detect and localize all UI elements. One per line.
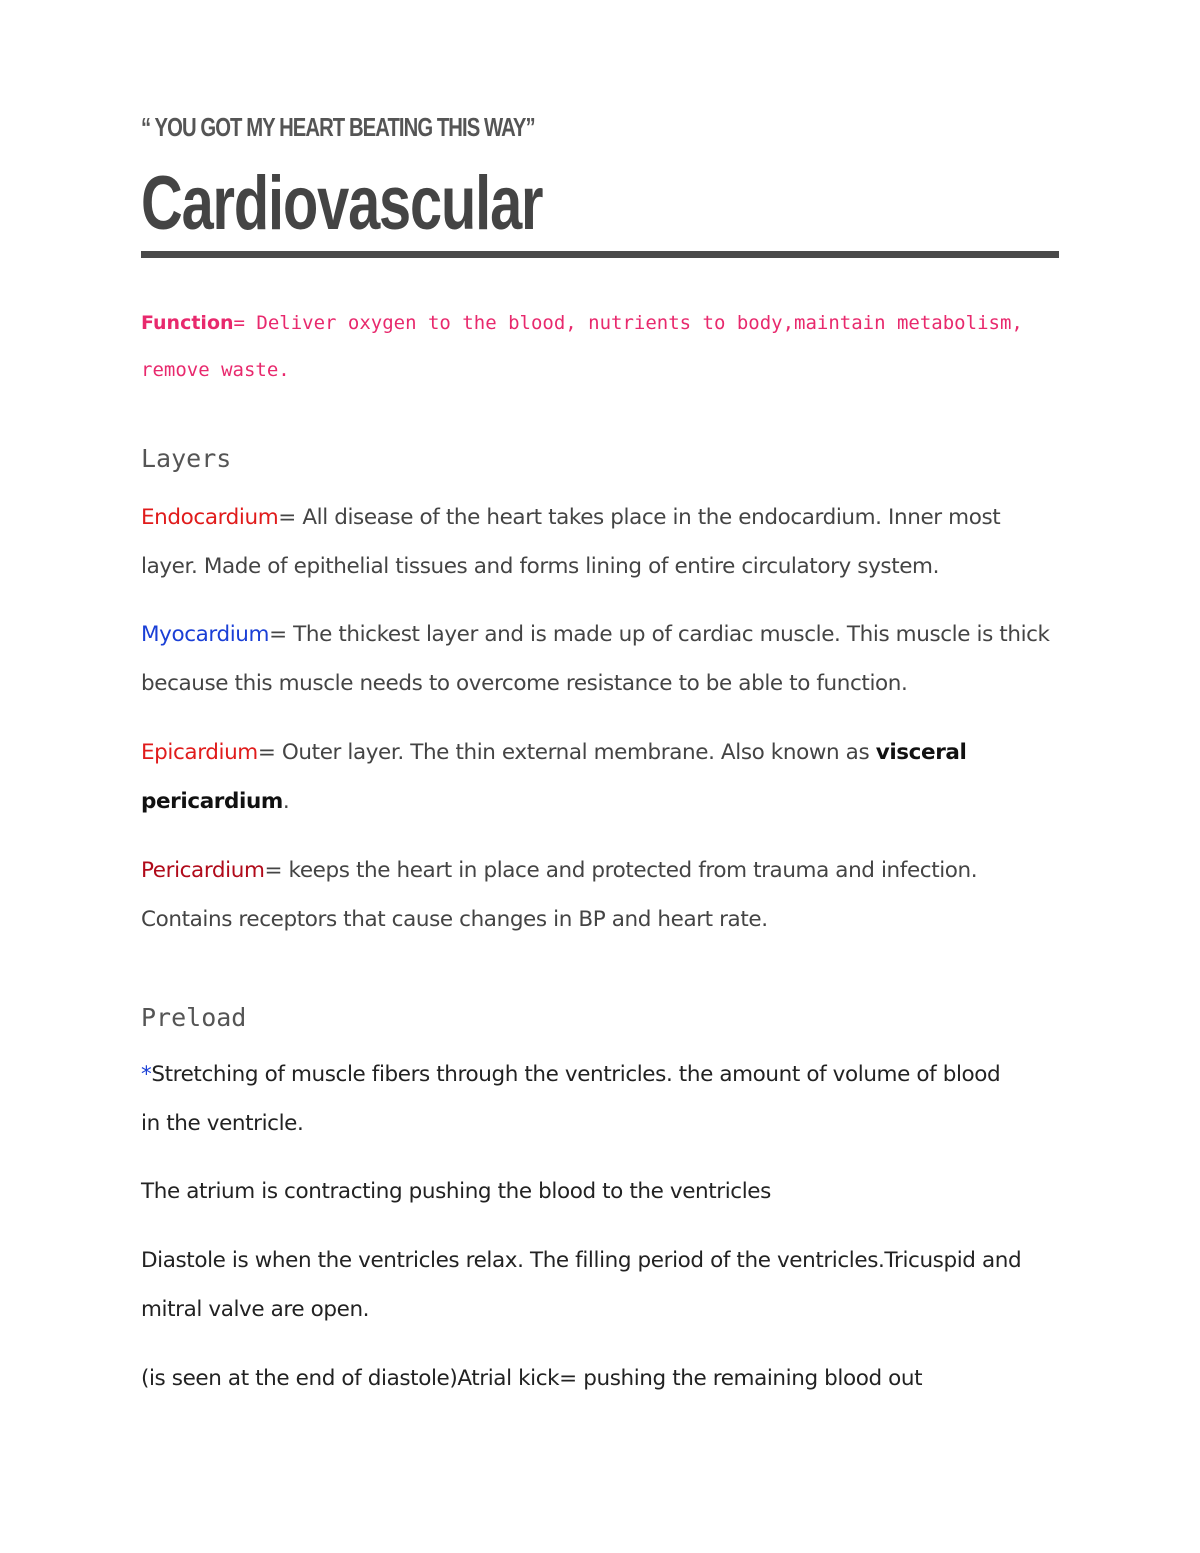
layers-heading: Layers — [141, 444, 232, 473]
myocardium-paragraph — [141, 610, 1059, 708]
endocardium-paragraph — [141, 493, 1059, 591]
preload-paragraph-3: Diastole is when the ventricles relax. The filling period of the ventricles.Tricuspid and mitral valve are open. — [141, 1248, 1022, 1322]
asterisk-marker: * — [141, 1062, 152, 1087]
epicardium-paragraph — [141, 728, 1011, 826]
function-text-line1: = Deliver oxygen to the blood, nutrients to body,maintain metabolism, — [233, 312, 1023, 334]
preload-heading: Preload — [141, 1003, 247, 1032]
page-title: Cardiovascular — [141, 161, 543, 246]
pericardium-text: = keeps the heart in place and protected from trauma and infection. Contains receptors that cause changes in BP and heart rate. — [141, 858, 978, 932]
preload-paragraph-4: (is seen at the end of diastole)Atrial kick= pushing the remaining blood out — [141, 1366, 923, 1391]
preload-paragraph-1 — [141, 1050, 1021, 1148]
preload-text-1: Stretching of muscle fibers through the ventricles. the amount of volume of blood in the ventricle. — [141, 1062, 1001, 1136]
epicardium-text: = Outer layer. The thin external membrane. Also known as — [257, 740, 876, 765]
visceral-pericardium-term: visceral pericardium — [141, 740, 967, 814]
pericardium-term: Pericardium — [141, 858, 265, 883]
function-text-line2: remove waste. — [141, 359, 290, 381]
epicardium-term: Epicardium — [141, 740, 258, 765]
function-paragraph — [141, 300, 1041, 394]
title-divider — [141, 251, 1059, 258]
epicardium-end: . — [282, 789, 290, 814]
myocardium-text: = The thickest layer and is made up of cardiac muscle. This muscle is thick because this muscle needs to overcome resistance to be able to function. — [141, 622, 1050, 696]
endocardium-text: = All disease of the heart takes place in the endocardium. Inner most layer. Made of epithelial tissues and forms lining of entire circulatory system. — [141, 505, 1001, 579]
endocardium-term: Endocardium — [141, 505, 279, 530]
preload-paragraph-2: The atrium is contracting pushing the blood to the ventricles — [141, 1179, 771, 1204]
function-label: Function — [141, 312, 234, 334]
document-subtitle: “ YOU GOT MY HEART BEATING THIS WAY” — [141, 112, 535, 142]
pericardium-paragraph — [141, 846, 1059, 944]
myocardium-term: Myocardium — [141, 622, 270, 647]
